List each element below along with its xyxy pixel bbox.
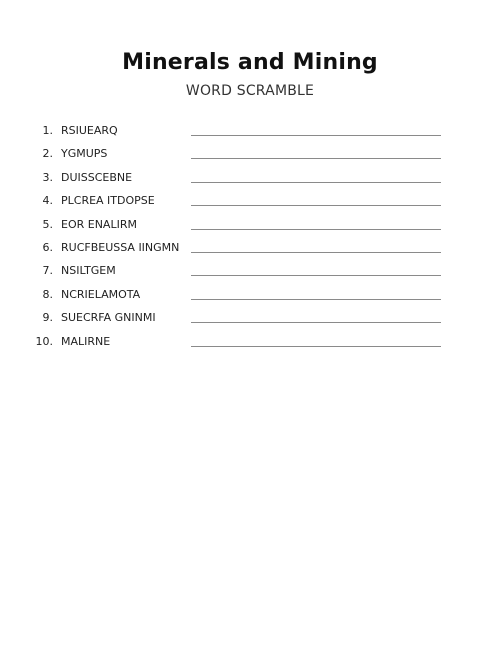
answer-line[interactable] xyxy=(191,182,441,183)
page-subtitle: WORD SCRAMBLE xyxy=(185,83,315,99)
scrambled-word: YGMUPS xyxy=(61,147,108,161)
item-number: 9. xyxy=(42,311,53,325)
scramble-list xyxy=(0,121,500,355)
list-item xyxy=(0,168,500,191)
answer-line[interactable] xyxy=(191,322,441,323)
item-number: 5. xyxy=(42,217,53,231)
answer-line[interactable] xyxy=(191,135,441,136)
item-number: 8. xyxy=(42,287,53,301)
list-item xyxy=(0,191,500,214)
scrambled-word: NCRIELAMOTA xyxy=(61,287,141,301)
scrambled-word: EOR ENALIRM xyxy=(61,217,137,231)
item-number: 4. xyxy=(42,194,53,208)
item-number: 7. xyxy=(42,264,53,278)
item-number: 6. xyxy=(42,240,53,254)
answer-line[interactable] xyxy=(191,275,441,276)
answer-line[interactable] xyxy=(191,299,441,300)
item-number: 2. xyxy=(42,147,53,161)
scrambled-word: SUECRFA GNINMI xyxy=(61,311,156,325)
list-item xyxy=(0,261,500,284)
scrambled-word: RUCFBEUSSA IINGMN xyxy=(61,240,180,254)
answer-line[interactable] xyxy=(191,252,441,253)
list-item xyxy=(0,144,500,167)
list-item xyxy=(0,121,500,144)
item-number: 10. xyxy=(35,334,53,348)
scrambled-word: RSIUEARQ xyxy=(61,124,118,137)
list-item xyxy=(0,332,500,355)
page-title: Minerals and Mining xyxy=(122,50,378,75)
answer-line[interactable] xyxy=(191,229,441,230)
list-item xyxy=(0,215,500,238)
list-item xyxy=(0,285,500,308)
list-item xyxy=(0,238,500,261)
list-item xyxy=(0,308,500,331)
item-number: 3. xyxy=(42,170,53,184)
answer-line[interactable] xyxy=(191,158,441,159)
scrambled-word: DUISSCEBNE xyxy=(61,170,133,184)
answer-line[interactable] xyxy=(191,205,441,206)
scrambled-word: NSILTGEM xyxy=(61,264,116,278)
item-number: 1. xyxy=(42,124,53,137)
answer-line[interactable] xyxy=(191,346,441,347)
scrambled-word: MALIRNE xyxy=(61,334,111,348)
scrambled-word: PLCREA ITDOPSE xyxy=(61,194,155,208)
